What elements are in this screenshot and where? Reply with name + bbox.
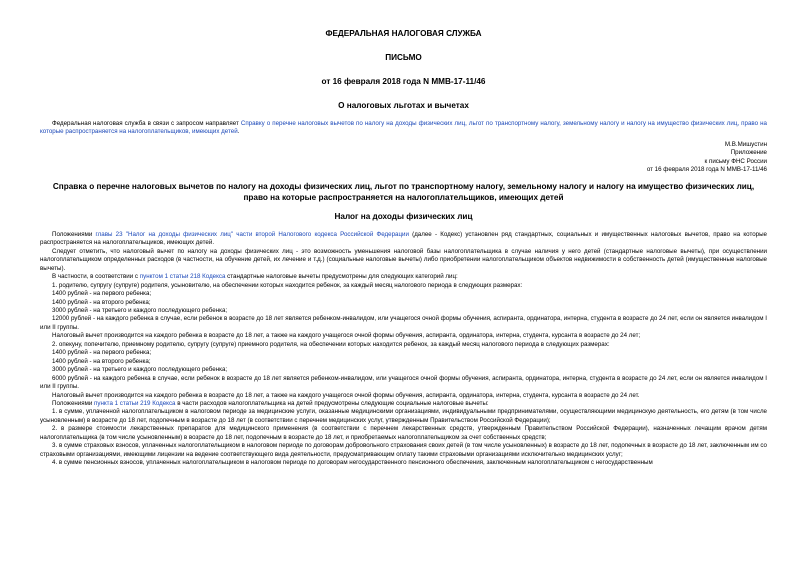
body-paragraph: 12000 рублей - на каждого ребенка в случае, если ребенок в возрасте до 18 лет является ребенком-инвалидом, или учащегося очной формы обучения, аспиранта, ординатора, интерна, студента в возрасте до 24 лет, если он является инвалидом I или II группы. (40, 315, 767, 331)
body-paragraph (40, 400, 767, 408)
intro-paragraph (40, 120, 767, 137)
intro-text-end: . (237, 128, 240, 136)
body-paragraph: 3. в сумме страховых взносов, уплаченных налогоплательщиком в налоговом периоде по договорам добровольного страхования своих детей (в том числе усыновленных) в возрасте до 18 лет, подопечных в возрасте до 18 лет, заключенным им со страховыми организациями, имеющими лицензии на ведение соответствующего вида деятельности, предусматривающим оплату такими страховыми организациями исключительно медицинских услуг; (40, 442, 767, 458)
body-paragraph: 1. родителю, супругу (супруге) родителя, усыновителю, на обеспечении которых находится ребенок, за каждый месяц налогового периода в следующих размерах: (52, 281, 523, 289)
body-paragraph (40, 273, 767, 281)
body-paragraph: Налоговый вычет производится на каждого ребенка в возрасте до 18 лет, а также на каждого учащегося очной формы обучения, аспиранта, ординатора, интерна, студента, курсанта в возрасте до 24 лет. (52, 391, 640, 399)
body-paragraph: 3000 рублей - на третьего и каждого последующего ребенка; (52, 366, 228, 374)
reference-link[interactable]: Справку о перечне налоговых вычетов по налогу на доходы физических лиц, льгот по транспортному налогу, земельному налогу и налогу на имущество физических лиц, право на которые распространяется на налогоплательщиков, имеющих детей (40, 120, 767, 136)
text: Положениями (52, 230, 96, 238)
appendix-letter-date: от 16 февраля 2018 года N ММВ-17-11/46 (646, 166, 767, 174)
section-title: Налог на доходы физических лиц (334, 211, 473, 221)
body-paragraph: 4. в сумме пенсионных взносов, уплаченных налогоплательщиком в налоговом периоде по договорам негосударственного пенсионного обеспечения, заключенным налогоплательщиком с негосударственным (52, 459, 653, 467)
body-paragraph: 1400 рублей - на второго ребенка; (52, 357, 151, 365)
signature-name: М.В.Мишустин (724, 140, 767, 148)
article-218-link[interactable]: пунктом 1 статьи 218 Кодекса (139, 273, 226, 281)
body-paragraph (40, 231, 767, 248)
doc-date: от 16 февраля 2018 года N ММВ-17-11/46 (321, 77, 486, 86)
text: стандартные налоговые вычеты предусмотрены для следующих категорий лиц: (225, 273, 458, 281)
body-paragraph: 1400 рублей - на первого ребенка; (52, 349, 152, 357)
chapter-23-link[interactable]: главы 23 "Налог на доходы физических лиц" части второй Налогового кодекса Российской Федерации (95, 230, 409, 238)
body-paragraph: 2. в размере стоимости лекарственных препаратов для медицинского применения (в соответствии с перечнем лекарственных средств, утвержденным Правительством Российской Федерации), назначенных лечащим врачом детям налогоплательщика (в том числе усыновленным) в возрасте до 18 лет, подопечным в возрасте до 18 лет, и приобретаемых налогоплательщиком за счет собственных средств; (40, 425, 767, 441)
doc-type: ПИСЬМО (385, 53, 422, 62)
appendix-label: Приложение (730, 149, 767, 157)
reference-title: Справка о перечне налоговых вычетов по налогу на доходы физических лиц, льгот по транспортному налогу, земельному налогу и налогу на имущество физических лиц, право на которые распространяется на налогоплательщиков, имеющих детей (52, 181, 755, 202)
body-paragraph: 2. опекуну, попечителю, приемному родителю, супругу (супруге) приемного родителя, на обеспечении которых находится ребенок, за каждый месяц налогового периода в следующих размерах: (52, 340, 610, 348)
body-paragraph: 1400 рублей - на первого ребенка; (52, 290, 152, 298)
text: Положениями (52, 399, 95, 407)
appendix-to-letter: к письму ФНС России (704, 157, 767, 165)
intro-text: Федеральная налоговая служба в связи с запросом направляет (52, 120, 241, 127)
body-paragraph: 1400 рублей - на второго ребенка; (52, 298, 151, 306)
body-paragraph: 3000 рублей - на третьего и каждого последующего ребенка; (52, 306, 228, 314)
org-name: ФЕДЕРАЛЬНАЯ НАЛОГОВАЯ СЛУЖБА (325, 29, 482, 38)
text: (далее - Кодекс) установлен ряд стандартных, социальных и имущественных налоговых вычетов, право на которые распространяется на налогоплательщиков, имеющих детей. (40, 230, 767, 247)
text: В частности, в соответствии с (52, 273, 140, 281)
body-paragraph: 1. в сумме, уплаченной налогоплательщиком в налоговом периоде за медицинские услуги, оказанные медицинскими организациями, индивидуальными предпринимателями, осуществляющими медицинскую деятельность, его детям (в том числе усыновленным) в возрасте до 18 лет, подопечным в возрасте до 18 лет (в соответствии с перечнем медицинских услуг, утвержденным Правительством Российской Федерации); (40, 408, 767, 424)
text: в части расходов налогоплательщика на детей предусмотрены следующие социальные налоговые вычеты: (175, 399, 489, 407)
body-paragraph: Следует отметить, что налоговый вычет по налогу на доходы физических лиц - это возможность уменьшения налоговой базы налогоплательщика в случае наличия у него детей (стандартные налоговые вычеты), при осуществлении налогоплательщиком определенных расходов (в частности, на обучение детей, их лечение и т.д.) (социальные налоговые вычеты) либо приобретении налогоплательщиком объектов недвижимости в собственность детей (имущественные налоговые вычеты). (40, 247, 767, 272)
body-paragraph: 6000 рублей - на каждого ребенка в случае, если ребенок в возрасте до 18 лет является ребенком-инвалидом, или учащегося очной формы обучения, аспиранта, ординатора, интерна, студента в возрасте до 24 лет, если он является инвалидом I или II группы. (40, 374, 767, 391)
article-219-link[interactable]: пункта 1 статьи 219 Кодекса (94, 399, 176, 407)
doc-title: О налоговых льготах и вычетах (338, 101, 469, 110)
body-paragraph: Налоговый вычет производится на каждого ребенка в возрасте до 18 лет, а также на каждого учащегося очной формы обучения, аспиранта, ординатора, интерна, студента, курсанта в возрасте до 24 лет; (52, 332, 641, 340)
